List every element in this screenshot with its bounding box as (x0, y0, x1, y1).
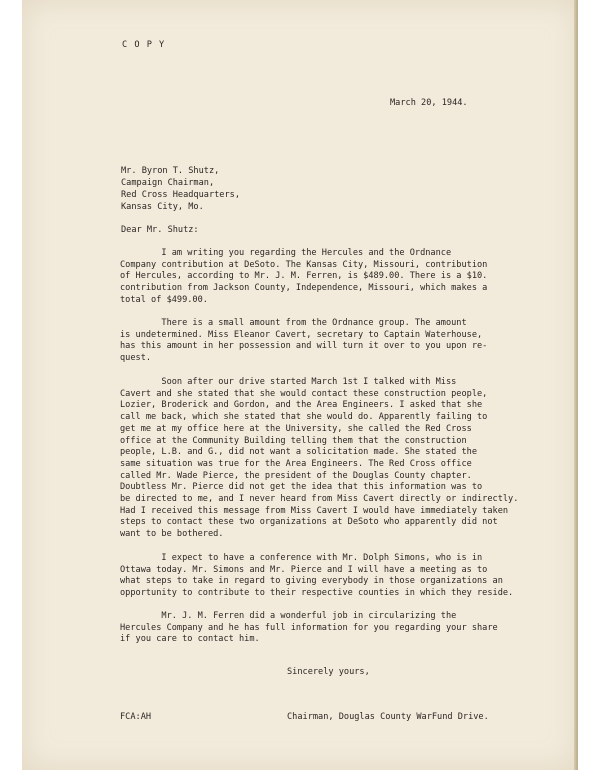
paragraph-5 (120, 611, 510, 646)
text-line: be directed to me, and I never heard from Miss Cavert directly or indirectly. (120, 494, 519, 505)
text-line: opportunity to contribute to their respective counties in which they reside. (120, 588, 514, 599)
text-line: has this amount in her possession and will turn it over to you upon re- (120, 341, 488, 352)
text-line: same situation was true for the Area Engineers. The Red Cross office (120, 458, 472, 469)
text-line: I expect to have a conference with Mr. Dolph Simons, who is in (120, 553, 483, 563)
text-line: Hercules Company and he has full information for you regarding your share (120, 622, 498, 633)
copy-label: C O P Y (122, 40, 166, 50)
text-line: Mr. J. M. Ferren did a wonderful job in circularizing the (120, 611, 457, 621)
text-line: call me back, which she stated that she would do. Apparently failing to (120, 412, 488, 423)
typist-initials: FCA:AH (120, 712, 152, 722)
text-line: Cavert and she stated that she would contact these construction people, (120, 388, 488, 399)
text-line: if you care to contact him. (120, 634, 260, 645)
paragraph-1 (120, 248, 510, 307)
text-line: contribution from Jackson County, Independence, Missouri, which makes a (120, 283, 488, 294)
text-line: Doubtless Mr. Pierce did not get the idea that this information was to (120, 482, 483, 493)
address-line: Campaign Chairman, (121, 178, 215, 188)
address-line: Mr. Byron T. Shutz, (121, 166, 220, 176)
text-line: There is a small amount from the Ordnance group. The amount (120, 318, 467, 328)
paragraph-2 (120, 318, 510, 365)
letter-date: March 20, 1944. (390, 98, 468, 108)
text-line: Had I received this message from Miss Cavert I would have immediately taken (120, 505, 509, 516)
signature-title: Chairman, Douglas County WarFund Drive. (287, 712, 489, 722)
text-line: Soon after our drive started March 1st I talked with Miss (120, 377, 457, 387)
text-line: is undetermined. Miss Eleanor Cavert, secretary to Captain Waterhouse, (120, 329, 483, 340)
address-line: Kansas City, Mo. (121, 202, 204, 212)
text-line: quest. (120, 353, 152, 364)
closing: Sincerely yours, (287, 667, 370, 677)
text-line: Lozier, Broderick and Gordon, and the Area Engineers. I asked that she (120, 400, 483, 411)
text-line: what steps to take in regard to giving everybody in those organizations an (120, 576, 503, 587)
salutation: Dear Mr. Shutz: (121, 225, 199, 235)
text-line: of Hercules, according to Mr. J. M. Ferren, is $489.00. There is a $10. (120, 271, 488, 282)
text-line: total of $499.00. (120, 294, 208, 305)
text-line: Company contribution at DeSoto. The Kansas City, Missouri, contribution (120, 259, 488, 270)
text-line: Ottawa today. Mr. Simons and Mr. Pierce and I will have a meeting as to (120, 564, 488, 575)
text-line: called Mr. Wade Pierce, the president of the Douglas County chapter. (120, 470, 472, 481)
address-line: Red Cross Headquarters, (121, 190, 240, 200)
text-line: steps to contact these two organizations at DeSoto who apparently did not (120, 517, 498, 528)
text-line: want to be bothered. (120, 529, 224, 540)
text-line: get me at my office here at the University, she called the Red Cross (120, 423, 472, 434)
paragraph-4 (120, 553, 514, 600)
text-line: office at the Community Building telling them that the construction (120, 435, 467, 446)
text-line: I am writing you regarding the Hercules and the Ordnance (120, 248, 452, 258)
text-line: people, L.B. and G., did not want a solicitation made. She stated the (120, 447, 477, 458)
paragraph-3 (120, 377, 519, 541)
